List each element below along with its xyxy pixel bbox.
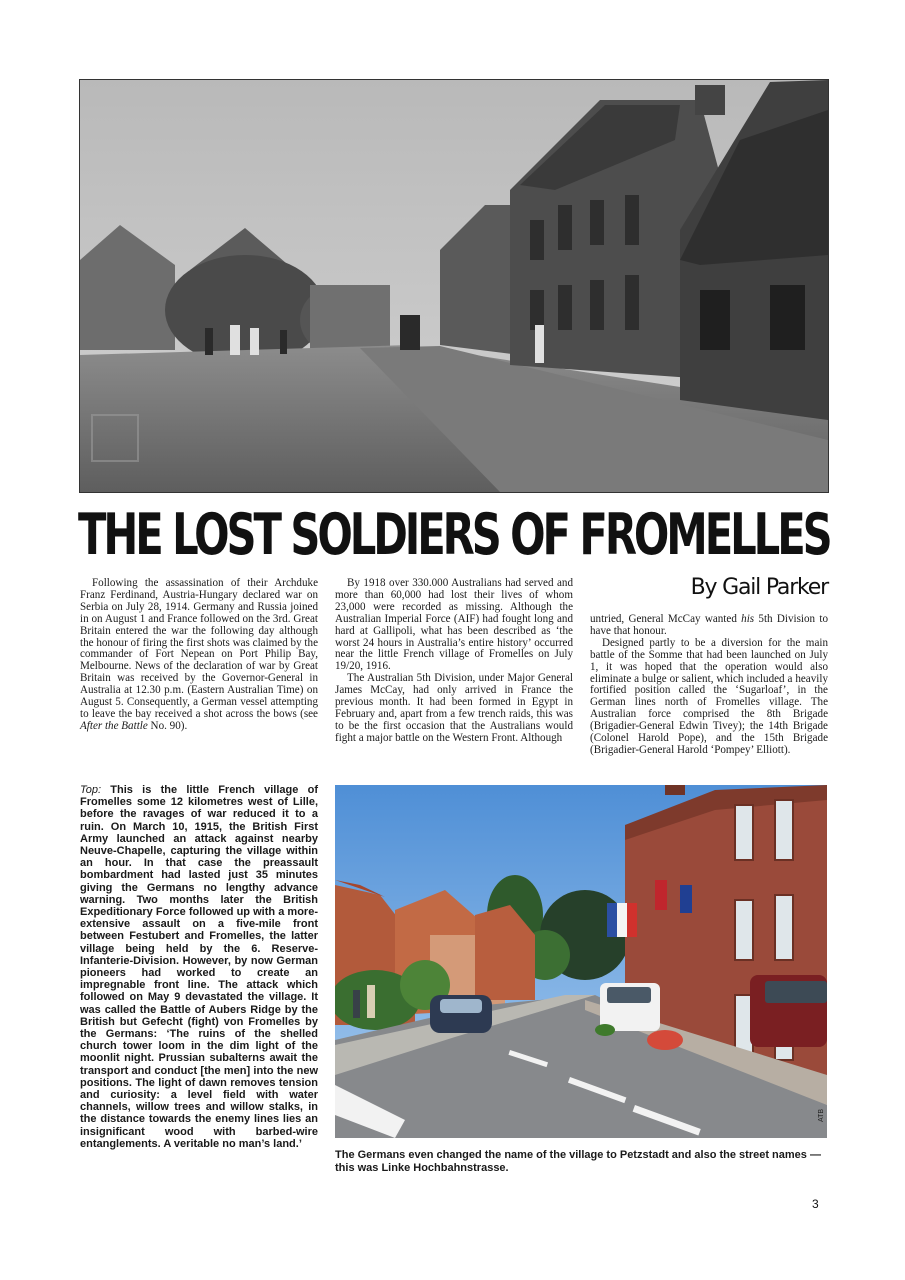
article-byline: By Gail Parker bbox=[690, 575, 828, 600]
article-column-2 bbox=[335, 578, 573, 745]
publication-reference: After the Battle bbox=[80, 719, 148, 732]
body-paragraph: By 1918 over 330.000 Australians had served and more than 60,000 had lost their lives of whom 23,000 were recorded as missing. Although the Australian Imperial Force (AIF) had fought long and hard at Gallipoli, what has been described as ‘the worst 24 hours in Australia’s entire history’ occurred near the little French village of Fromelles on July 19/20, 1916. bbox=[335, 577, 573, 673]
modern-village-photo bbox=[335, 785, 827, 1138]
bottom-photo-caption: The Germans even changed the name of the village to Petzstadt and also the street names — this was Linke Hochbahnstrasse. bbox=[335, 1149, 821, 1174]
body-paragraph: Following the assassination of their Archduke Franz Ferdinand, Austria-Hungary declared war on Serbia on July 28, 1914. Germany and Russia joined in on August 1 and France followed on the 3rd. Great Britain entered the war the following day although the honour of firing the first shots was claimed by the commander of Fort Nepean on Port Philip Bay, Melbourne. News of the declaration of war by Great Britain was received by the Governor-General in Australia at 12.30 p.m. (Eastern Australian Time) on August 5. Consequently, a German vessel attempting to leave the bay received a shot across the bows (see After the Battle No. 90). bbox=[80, 577, 318, 732]
photo-credit: ATB bbox=[818, 1108, 825, 1122]
caption-lead: Top: bbox=[80, 784, 102, 796]
page-number: 3 bbox=[812, 1197, 819, 1211]
historic-village-photo bbox=[80, 80, 828, 492]
article-headline: THE LOST SOLDIERS OF FROMELLES bbox=[78, 502, 830, 568]
top-photo-caption: Top: This is the little French village of Fromelles some 12 kilometres west of Lille, before the ravages of war reduced it to a ruin. On March 10, 1915, the British First Army launched an attack against nearby Neuve-Chapelle, capturing the village within an hour. In that case the preassault bombardment had lasted just 35 minutes giving the Germans no lengthy advance warning. Two months later the British Expeditionary Force followed up with a more-extensive assault on a five-mile front between Festubert and Fromelles, the latter village being held by the 6. Reserve-Infanterie-Division. However, by now German pioneers had worked to create an impregnable front line. The attack which followed on May 9 devastated the village. It was called the Battle of Aubers Ridge by the British but Gefecht (fight) von Fromelles by the Germans: ‘The ruins of the shelled church tower loom in the dim light of the moonlit night. Prussian subalterns await the transport and conduct [the men] into the new positions. The light of dawn removes tension and curiosity: a level field with water channels, willow trees and willow stalks, in the distance towards the enemy lines lies an insignificant wood with barbed-wire entanglements. A veritable no man’s land.’ bbox=[80, 784, 318, 1150]
article-column-1 bbox=[80, 578, 318, 733]
body-paragraph: The Australian 5th Division, under Major General James McCay, had only arrived in France the previous month. It had been formed in Egypt in February and, apart from a few trench raids, this was to be the first occasion that the Australians would fight a major battle on the Western Front. Although bbox=[335, 672, 573, 744]
article-column-3 bbox=[590, 614, 828, 757]
body-paragraph: Designed partly to be a diversion for the main battle of the Somme that had been launched on July 1, it was hoped that the operation would also eliminate a bulge or salient, which included a heavily fortified position called the ‘Sugarloaf’, in the German lines north of Fromelles village. The Australian force comprised the 8th Brigade (Brigadier-General Edwin Tivey); the 14th Brigade (Colonel Harold Pope), and the 15th Brigade (Brigadier-General Harold ‘Pompey’ Elliott). bbox=[590, 636, 828, 756]
body-paragraph: untried, General McCay wanted his 5th Division to have that honour. bbox=[590, 613, 828, 637]
